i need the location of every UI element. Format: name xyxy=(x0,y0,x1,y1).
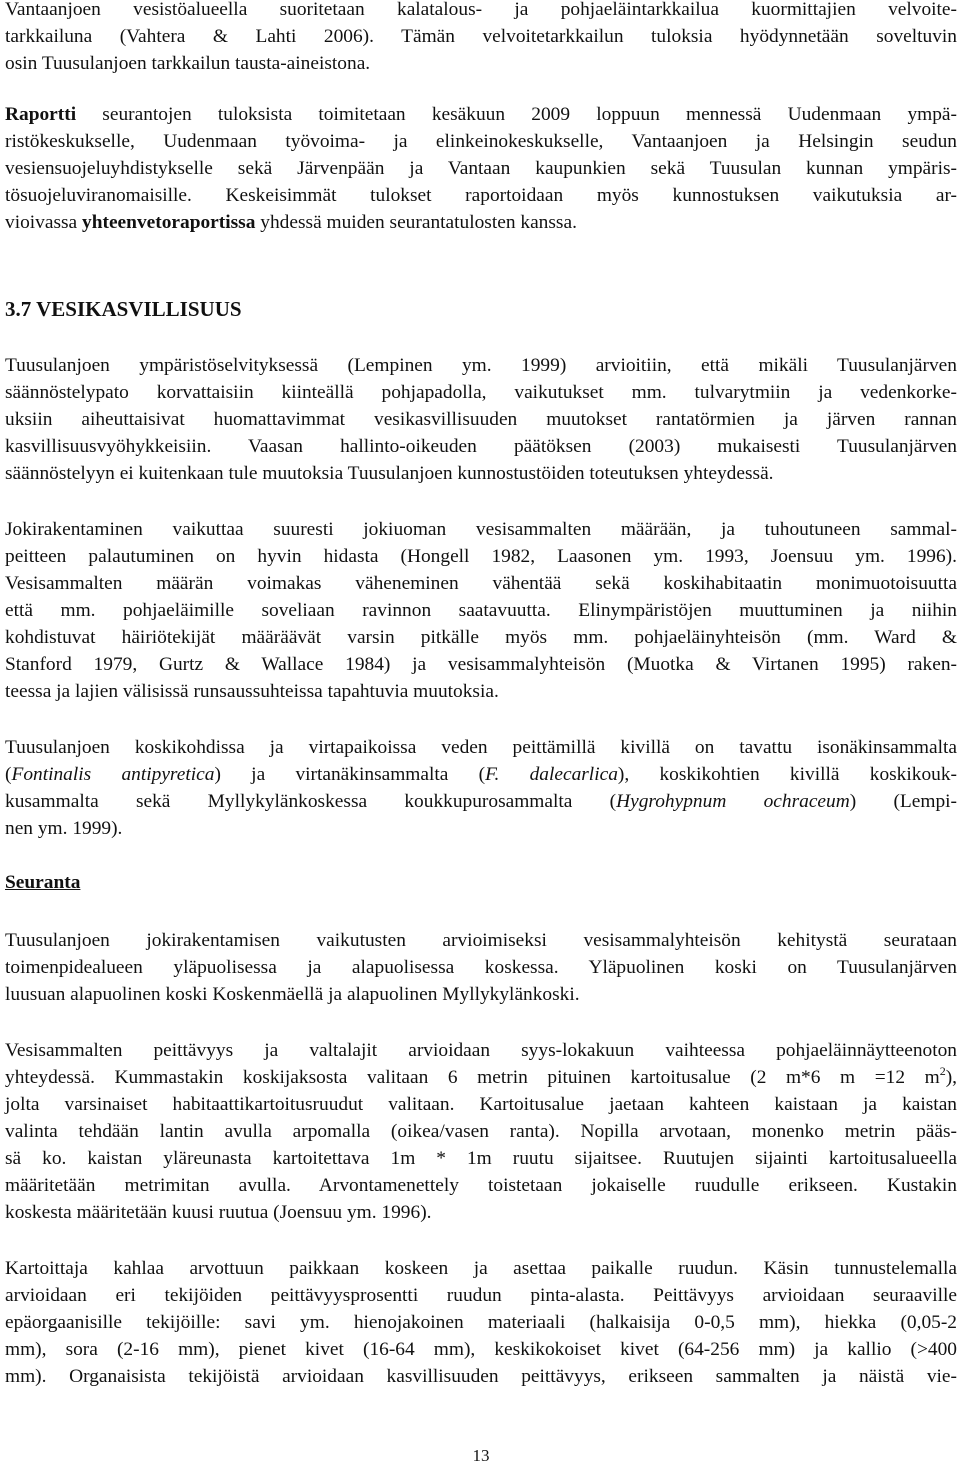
species-hygrohypnum: Hygrohypnum ochraceum xyxy=(616,791,850,812)
monitoring-p3-line-2: arvioidaan eri tekijöiden peittävyysprosentti ruudun pinta-alasta. Peittävyys arvioidaan seuraaville xyxy=(5,1285,957,1306)
para2-line-7: teessa ja lajien välisissä runsaussuhteissa tapahtuvia muutoksia. xyxy=(5,681,499,702)
monitoring-p1-line-3: luusuan alapuolinen koski Koskenmäellä ja alapuolinen Myllykylänkoski. xyxy=(5,984,580,1005)
reporting-line-4: tösuojeluviranomaisille. Keskeisimmät tulokset raportoidaan myös kunnostuksen vaikutuksia ar- xyxy=(5,185,957,206)
monitoring-p2-line-5: sä ko. kaistan yläreunasta kartoitettava 1m * 1m ruutu sijaitsee. Ruutujen sijainti kartoitusalueella xyxy=(5,1148,957,1169)
section-heading: 3.7 VESIKASVILLISUUS xyxy=(5,297,242,321)
para3-line-2-c: ), koskikohtien kivillä koskikouk- xyxy=(617,764,958,785)
species-fontinalis: Fontinalis antipyretica xyxy=(11,764,215,785)
summary-report-keyword: yhteenvetoraportissa xyxy=(82,212,256,233)
monitoring-p2-line-2-b: ), xyxy=(945,1067,957,1088)
monitoring-p1-line-2: toimenpidealueen yläpuolisessa ja alapuolisessa koskessa. Yläpuolinen koski on Tuusulanjärven xyxy=(5,957,957,978)
para3-line-4: nen ym. 1999). xyxy=(5,818,123,839)
reporting-line-1 xyxy=(5,102,957,128)
monitoring-p2-line-6: määritetään metrimitan avulla. Arvontamenettely toistetaan jokaiselle ruudulle erikseen. Kustakin xyxy=(5,1175,957,1196)
para3-line-3 xyxy=(5,789,957,815)
para3-line-3-a: kusammalta sekä Myllykylänkoskessa koukkupurosammalta ( xyxy=(5,791,617,812)
reporting-line-5-post: yhdessä muiden seurantatulosten kanssa. xyxy=(255,212,577,233)
monitoring-p3-line-3: epäorgaanisille tekijöille: savi ym. hienojakoinen materiaali (halkaisija 0-0,5 mm), hiekka (0,05-2 xyxy=(5,1312,957,1333)
monitoring-p3-line-1: Kartoittaja kahlaa arvottuun paikkaan koskeen ja asettaa paikalle ruudun. Käsin tunnustelemalla xyxy=(5,1258,957,1279)
para1-line-5: säännöstelyyn ei kuitenkaan tule muutoksia Tuusulanjoen kunnostustöiden toteutuksen yhteydessä. xyxy=(5,463,774,484)
para1-line-4: kasvillisuusvyöhykkeisiin. Vaasan hallinto-oikeuden päätöksen (2003) mukaisesti Tuusulanjärven xyxy=(5,436,957,457)
para1-line-3: uksiin aiheuttaisivat huomattavimmat vesikasvillisuuden muutokset rantatörmien ja järven rannan xyxy=(5,409,957,430)
report-keyword: Raportti xyxy=(5,104,77,125)
monitoring-p3-line-5: mm). Organaisista tekijöistä arvioidaan kasvillisuuden peittävyys, erikseen sammalten ja näistä vie- xyxy=(5,1366,957,1387)
monitoring-p2-line-2-a: yhteydessä. Kummastakin koskijaksosta valitaan 6 metrin pituinen kartoitusalue (2 m*6 m =12 m xyxy=(5,1067,940,1088)
monitoring-subheading: Seuranta xyxy=(5,872,81,893)
intro-line-2: tarkkailuna (Vahtera & Lahti 2006). Tämän velvoitetarkkailun tuloksia hyödynnetään soveltuvin xyxy=(5,26,957,47)
superscript-2: 2 xyxy=(939,1064,946,1078)
para2-line-5: kohdistuvat häiriötekijät määräävät varsin pitkälle myös mm. pohjaeläinyhteisön (mm. Ward & xyxy=(5,627,957,648)
reporting-line-1-text: seurantojen tuloksista toimitetaan kesäkuun 2009 loppuun mennessä Uudenmaan ympä- xyxy=(76,104,957,125)
reporting-line-5 xyxy=(5,210,957,236)
monitoring-p2-line-4: valinta tehdään lantin avulla arpomalla (oikea/vasen ranta). Nopilla arvotaan, monenko metrin pääs- xyxy=(5,1121,957,1142)
para2-line-1: Jokirakentaminen vaikuttaa suuresti jokiuoman vesisammalten määrään, ja tuhoutuneen sammal- xyxy=(5,519,957,540)
reporting-line-3: vesiensuojeluyhdistykselle sekä Järvenpään ja Vantaan kaupunkien sekä Tuusulan kunnan ympäris- xyxy=(5,158,957,179)
para3-line-2-a: ( xyxy=(5,764,12,785)
page-number: 13 xyxy=(472,1446,490,1465)
para2-line-6: Stanford 1979, Gurtz & Wallace 1984) ja vesisammalyhteisön (Muotka & Virtanen 1995) raken- xyxy=(5,654,957,675)
para2-line-2: peitteen palautuminen on hyvin hidasta (Hongell 1982, Laasonen ym. 1993, Joensuu ym. 1996). xyxy=(5,546,957,567)
reporting-line-2: ristökeskukselle, Uudenmaan työvoima- ja elinkeinokeskukselle, Vantaanjoen ja Helsingin seudun xyxy=(5,131,957,152)
para3-line-2 xyxy=(5,762,957,788)
para3-line-1: Tuusulanjoen koskikohdissa ja virtapaikoissa veden peittämillä kivillä on tavattu isonäkinsammalta xyxy=(5,737,957,758)
para1-line-1: Tuusulanjoen ympäristöselvityksessä (Lempinen ym. 1999) arvioitiin, että mikäli Tuusulanjärven xyxy=(5,355,957,376)
monitoring-p2-line-3: jolta varsinaiset habitaattikartoitusruudut valitaan. Kartoitusalue jaetaan kahteen kaistaan ja kaistan xyxy=(5,1094,957,1115)
monitoring-p2-line-7: koskesta määritetään kuusi ruutua (Joensuu ym. 1996). xyxy=(5,1202,432,1223)
intro-line-1: Vantaanjoen vesistöalueella suoritetaan kalatalous- ja pohjaeläintarkkailua kuormittajien velvoite- xyxy=(5,0,957,20)
intro-line-3: osin Tuusulanjoen tarkkailun tausta-aineistona. xyxy=(5,53,371,74)
para1-line-2: säännöstelypato korvattaisiin kiinteällä pohjapadolla, vaikutukset mm. tulvarytmiin ja vedenkorke- xyxy=(5,382,957,403)
monitoring-p3-line-4: mm), sora (2-16 mm), pienet kivet (16-64 mm), keskikokoiset kivet (64-256 mm) ja kallio (>400 xyxy=(5,1339,957,1360)
species-dalecarlica: F. dalecarlica xyxy=(485,764,618,785)
para2-line-3: Vesisammalten määrän voimakas väheneminen vähentää sekä koskihabitaatin monimuotoisuutta xyxy=(5,573,957,594)
reporting-line-5-pre: vioivassa xyxy=(5,212,83,233)
monitoring-p2-line-2 xyxy=(5,1065,957,1091)
para3-line-3-b: ) (Lempi- xyxy=(849,791,957,812)
para2-line-4: että mm. pohjaeläimille soveliaan ravinnon saatavuutta. Elinympäristöjen muuttuminen ja niihin xyxy=(5,600,957,621)
para3-line-2-b: ) ja virtanäkinsammalta ( xyxy=(214,764,486,785)
monitoring-p2-line-1: Vesisammalten peittävyys ja valtalajit arvioidaan syys-lokakuun vaihteessa pohjaeläinnäytteenoton xyxy=(5,1040,957,1061)
monitoring-p1-line-1: Tuusulanjoen jokirakentamisen vaikutusten arvioimiseksi vesisammalyhteisön kehitystä seurataan xyxy=(5,930,957,951)
